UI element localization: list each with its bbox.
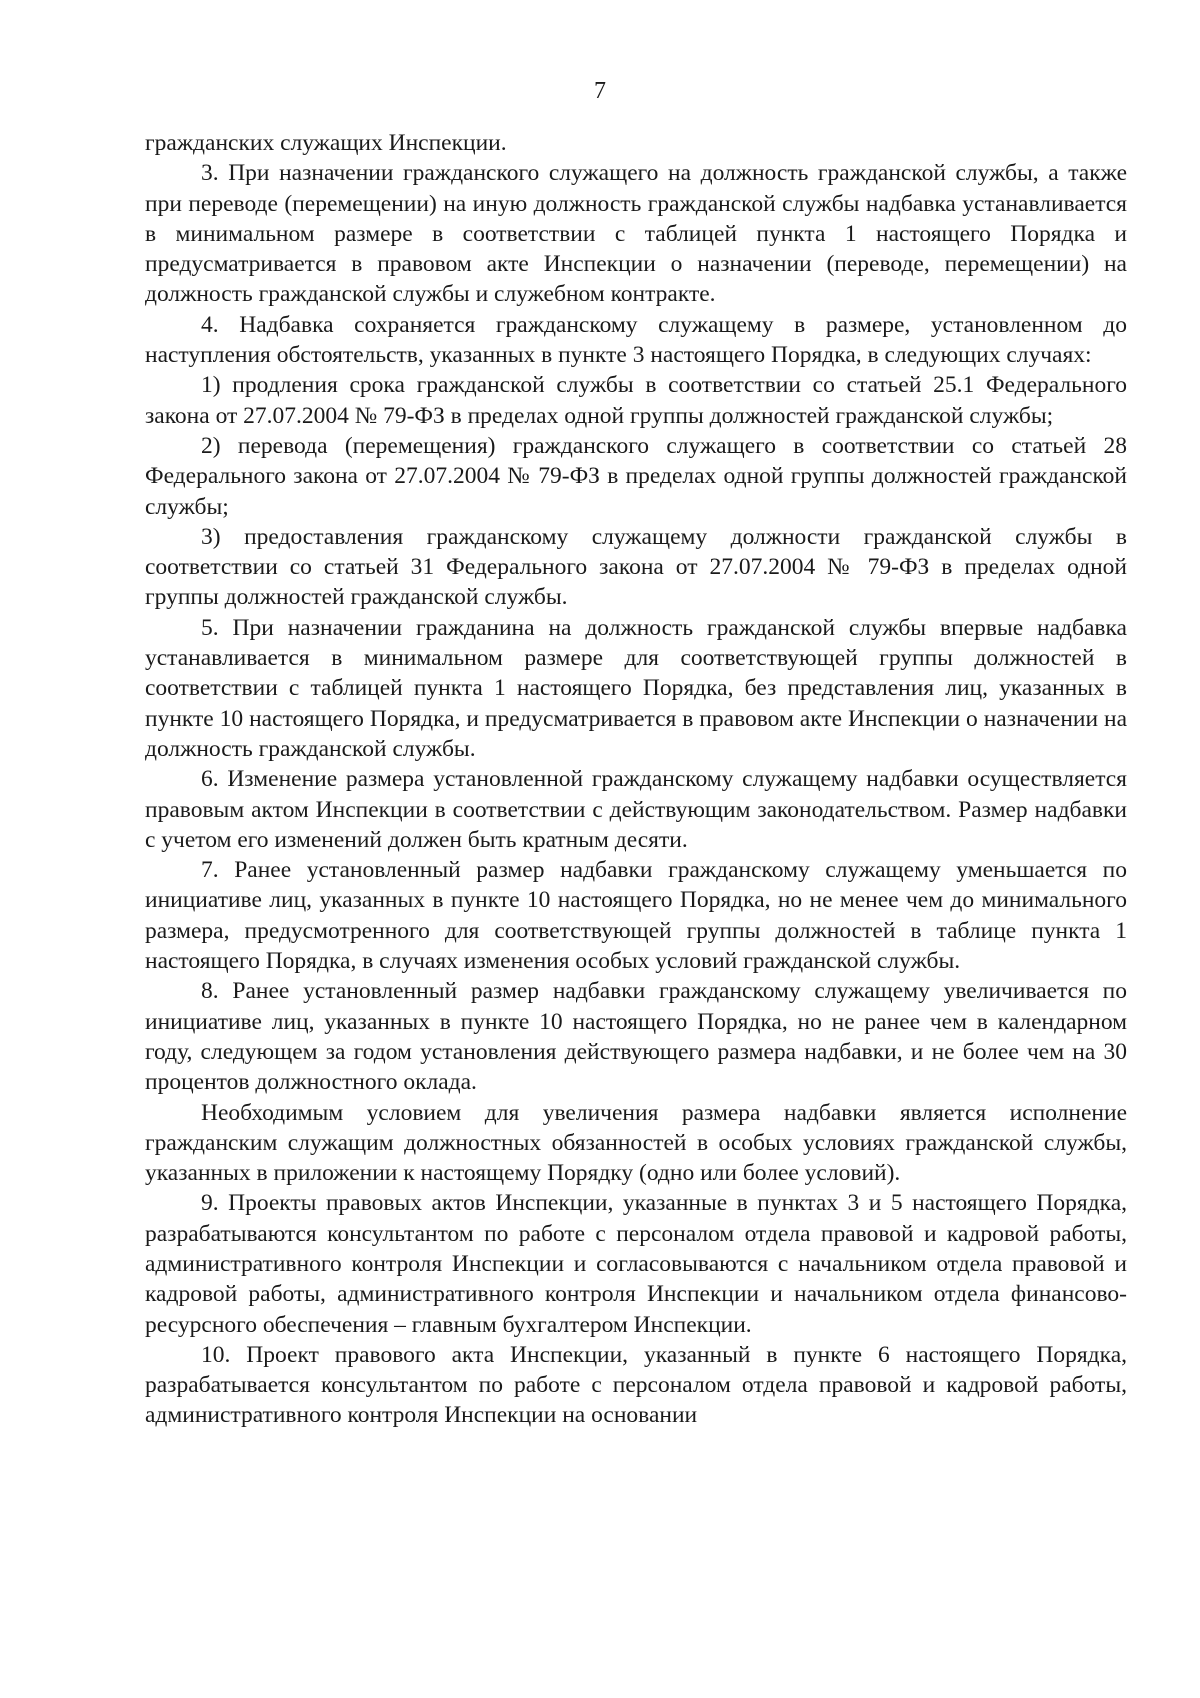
paragraph-item-10: 10. Проект правового акта Инспекции, указанный в пункте 6 настоящего Порядка, разрабатывается консультантом по работе с персоналом отдела правовой и кадровой работы, административного контроля Инспекции на основании [145, 1341, 1127, 1429]
paragraph-subitem-1: 1) продления срока гражданской службы в соответствии со статьей 25.1 Федерального закона от 27.07.2004 № 79-ФЗ в пределах одной группы должностей гражданской службы; [145, 372, 1127, 429]
paragraph-item-4: 4. Надбавка сохраняется гражданскому служащему в размере, установленном до наступления обстоятельств, указанных в пункте 3 настоящего Порядка, в следующих случаях: [145, 311, 1127, 369]
paragraph-item-3: 3. При назначении гражданского служащего на должность гражданской службы, а также при переводе (перемещении) на иную должность гражданской службы надбавка устанавливается в минимальном размере в соответствии с таблицей пункта 1 настоящего Порядка и предусматривается в правовом акте Инспекции о назначении (переводе, перемещении) на должность гражданской службы и служебном контракте. [145, 160, 1127, 308]
document-body [145, 128, 1127, 1431]
paragraph-item-9: 9. Проекты правовых актов Инспекции, указанные в пунктах 3 и 5 настоящего Порядка, разрабатываются консультантом по работе с персоналом отдела правовой и кадровой работы, административного контроля Инспекции и согласовываются с начальником отдела правовой и кадровой работы, административного контроля Инспекции и начальником отдела финансово-ресурсного обеспечения – главным бухгалтером Инспекции. [145, 1190, 1127, 1338]
paragraph-item-5: 5. При назначении гражданина на должность гражданской службы впервые надбавка устанавливается в минимальном размере для соответствующей группы должностей в соответствии с таблицей пункта 1 настоящего Порядка, без представления лиц, указанных в пункте 10 настоящего Порядка, и предусматривается в правовом акте Инспекции о назначении на должность гражданской службы. [145, 614, 1127, 762]
page-number: 7 [594, 78, 606, 104]
paragraph-subitem-2: 2) перевода (перемещения) гражданского служащего в соответствии со статьей 28 Федерального закона от 27.07.2004 № 79-ФЗ в пределах одной группы должностей гражданской службы; [145, 432, 1127, 520]
paragraph-continuation: гражданских служащих Инспекции. [145, 130, 507, 156]
paragraph-item-6: 6. Изменение размера установленной гражданскому служащему надбавки осуществляется правовым актом Инспекции в соответствии с действующим законодательством. Размер надбавки с учетом его изменений должен быть кратным десяти. [145, 766, 1127, 853]
paragraph-item-7: 7. Ранее установленный размер надбавки гражданскому служащему уменьшается по инициативе лиц, указанных в пункте 10 настоящего Порядка, но не менее чем до минимального размера, предусмотренного для соответствующей группы должностей в таблице пункта 1 настоящего Порядка, в случаях изменения особых условий гражданской службы. [145, 857, 1127, 975]
paragraph-subitem-3: 3) предоставления гражданскому служащему должности гражданской службы в соответствии со статьей 31 Федерального закона от 27.07.2004 № 79-ФЗ в пределах одной группы должностей гражданской службы. [145, 523, 1127, 611]
paragraph-item-8-condition: Необходимым условием для увеличения размера надбавки является исполнение гражданским служащим должностных обязанностей в особых условиях гражданской службы, указанных в приложении к настоящему Порядку (одно или более условий). [145, 1099, 1127, 1187]
paragraph-item-8: 8. Ранее установленный размер надбавки гражданскому служащему увеличивается по инициативе лиц, указанных в пункте 10 настоящего Порядка, но не ранее чем в календарном году, следующем за годом установления действующего размера надбавки, и не более чем на 30 процентов должностного оклада. [145, 978, 1127, 1096]
